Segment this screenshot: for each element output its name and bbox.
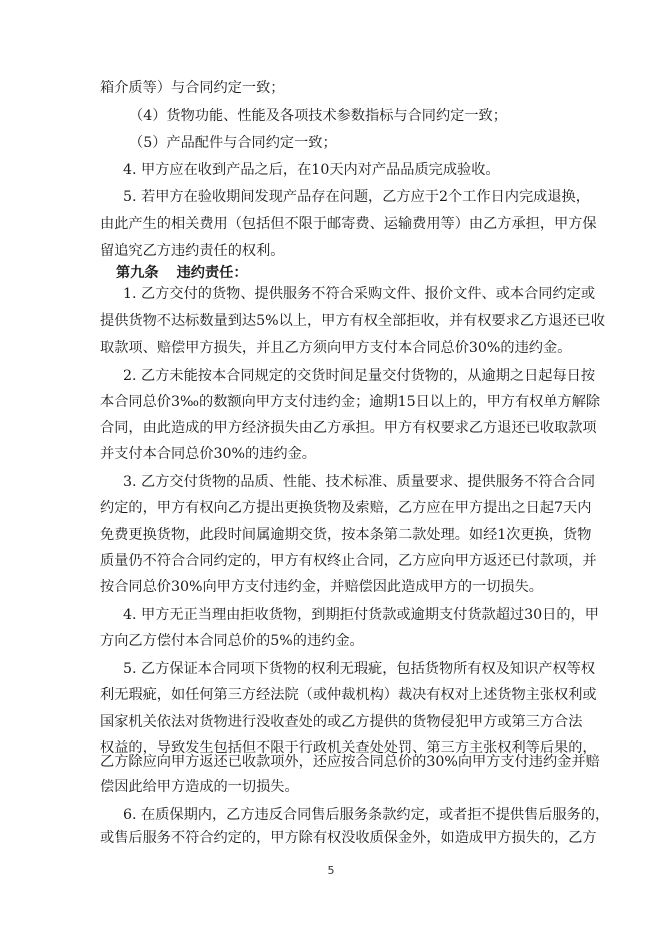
section-title: 违约责任：: [176, 265, 248, 281]
text-line: 合同，由此造成的甲方经济损失由乙方承担。甲方有权要求乙方退还已收取款项: [100, 420, 597, 436]
text-line: 约定的，甲方有权向乙方提出更换货物及索赔，乙方应在甲方提出之日起7天内: [100, 500, 592, 516]
text-line: 并支付本合同总价30%的违约金。: [100, 446, 316, 462]
text-line: 4. 甲方应在收到产品之后，在10天内对产品品质完成验收。: [123, 162, 500, 178]
text-line: 质量仍不符合合同约定的，甲方有权终止合同，乙方应向甲方返还已付款项，并: [100, 553, 597, 569]
text-line: 本合同总价3‰的数额向甲方支付违约金；逾期15日以上的，甲方有权单方解除: [100, 394, 601, 410]
text-line: 利无瑕疵，如任何第三方经法院（或仲裁机构）裁决有权对上述货物主张权利或: [100, 687, 597, 703]
text-line: 4. 甲方无正当理由拒收货物，到期拒付货款或逾期支付货款超过30日的，甲: [123, 607, 599, 623]
page-number: 5: [327, 864, 335, 877]
text-line: 或售后服务不符合约定的，甲方除有权没收质保金外，如造成甲方损失的，乙方: [100, 830, 597, 846]
text-line: （4）货物功能、性能及各项技术参数指标与合同约定一致；: [129, 108, 507, 124]
text-line: 免费更换货物，此段时间属逾期交货，按本条第二款处理。如经1次更换，货物: [100, 527, 592, 543]
text-line: 方向乙方偿付本合同总价的5%的违约金。: [100, 633, 364, 649]
text-line: 5. 若甲方在验收期间发现产品存在问题，乙方应于2个工作日内完成退换，: [123, 189, 590, 205]
text-line: （5）产品配件与合同约定一致；: [129, 135, 337, 151]
text-line: 提供货物不达标数量到达5%以上，甲方有权全部拒收，并有权要求乙方退还已收: [100, 313, 605, 329]
section-number: 第九条: [116, 265, 159, 281]
text-line: 国家机关依法对货物进行没收查处的或乙方提供的货物侵犯甲方或第三方合法: [100, 714, 583, 730]
text-line: 偿因此给甲方造成的一切损失。: [100, 779, 299, 795]
text-line: 留追究乙方违约责任的权利。: [100, 243, 285, 259]
text-line: 乙方除应向甲方返还已收款项外，还应按合同总价的30%向甲方支付违约金并赔: [100, 754, 600, 770]
section-heading: [116, 262, 248, 284]
text-line: 1. 乙方交付的货物、提供服务不符合采购文件、报价文件、或本合同约定或: [123, 286, 596, 302]
text-line: 2. 乙方未能按本合同规定的交货时间足量交付货物的，从逾期之日起每日按: [123, 368, 596, 384]
text-line: 箱介质等）与合同约定一致；: [100, 80, 285, 96]
text-line: 权益的，导致发生包括但不限于行政机关查处处罚、第三方主张权利等后果的，: [100, 740, 597, 756]
text-line: 由此产生的相关费用（包括但不限于邮寄费、运输费用等）由乙方承担，甲方保: [100, 216, 597, 232]
text-line: 6. 在质保期内，乙方违反合同售后服务条款约定，或者拒不提供售后服务的，: [123, 807, 610, 823]
text-line: 取款项、赔偿甲方损失，并且乙方须向甲方支付本合同总价30%的违约金。: [100, 340, 572, 356]
text-line: 按合同总价30%向甲方支付违约金，并赔偿因此造成甲方的一切损失。: [100, 579, 543, 595]
text-line: 3. 乙方交付货物的品质、性能、技术标准、质量要求、提供服务不符合合同: [123, 474, 596, 490]
text-line: 5. 乙方保证本合同项下货物的权利无瑕疵，包括货物所有权及知识产权等权: [123, 661, 596, 677]
